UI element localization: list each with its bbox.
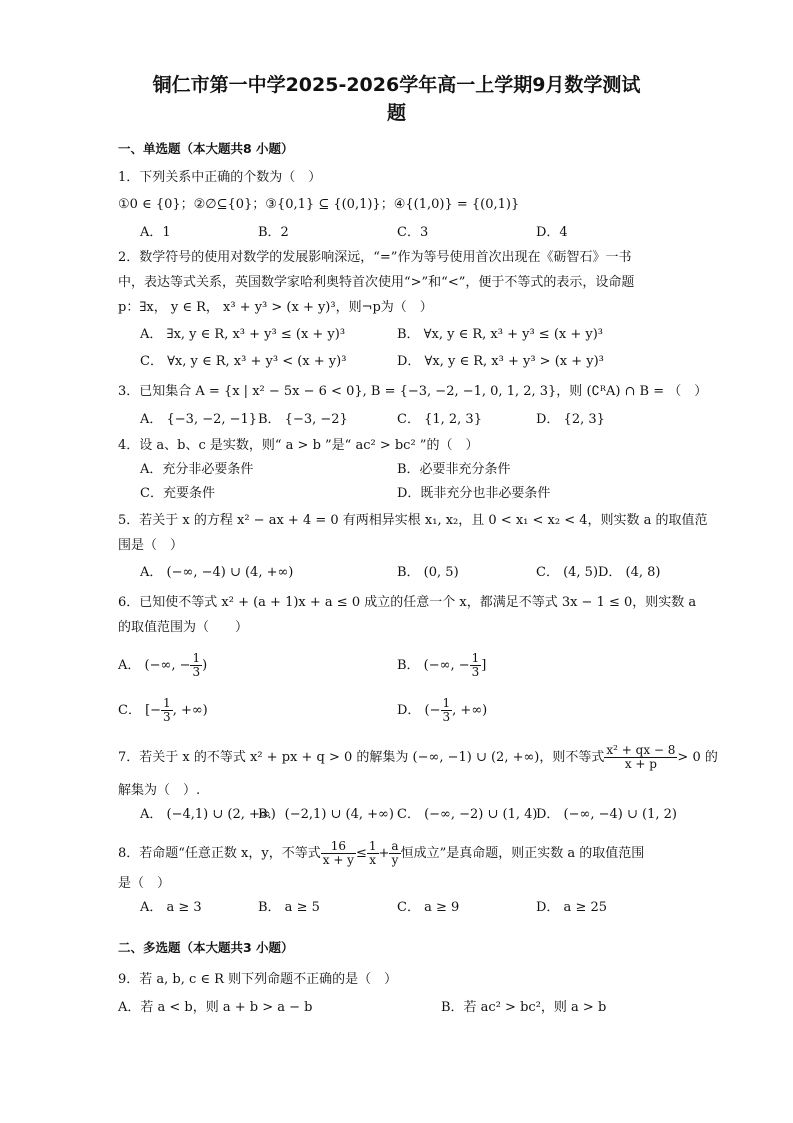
- q3-option-d: D． {2, 3}: [536, 412, 605, 427]
- q3-option-a: A． {−3, −2, −1}: [140, 412, 258, 427]
- fraction-1-over-x: $\frac{1}{x}$: [368, 839, 377, 867]
- q8-option-d: D． a ≥ 25: [536, 900, 608, 915]
- q2-option-b: B． ∀x, y ∈ R, x³ + y³ ≤ (x + y)³: [397, 327, 604, 342]
- q5-option-c: C． (4, 5): [536, 565, 599, 580]
- q7-option-d: D． (−∞, −4) ∪ (1, 2): [536, 807, 677, 822]
- question-5-line2: 围是（ ）: [118, 538, 184, 553]
- question-2-line3: p：∃x， y ∈ R， x³ + y³ > (x + y)³，则¬p为（ ）: [118, 300, 433, 315]
- fraction-a-over-y: $\frac{a}{y}$: [391, 839, 399, 867]
- section-heading-single-choice: 一、单选题（本大题共8 小题）: [118, 141, 294, 156]
- question-7-line2: 解集为（ ）.: [118, 783, 201, 798]
- q8-option-a: A． a ≥ 3: [140, 900, 202, 915]
- fraction-one-third: $\frac{1}{3}$: [442, 696, 451, 724]
- fraction-one-third: $\frac{1}{3}$: [471, 651, 480, 679]
- fraction-one-third: $\frac{1}{3}$: [192, 651, 201, 679]
- q3-option-c: C． {1, 2, 3}: [397, 412, 482, 427]
- question-8-line1: 8．若命题“任意正数 x，y，不等式 $\frac{16}{x + y}$ ≤ $\frac{1}{x}$ + $\frac{a}{y}$ 恒成立”是真命题，则正实数 a 的取值范围: [118, 839, 645, 867]
- q1-option-a: A．1: [140, 225, 171, 240]
- q7-option-b: B． (−2,1) ∪ (4, +∞): [258, 807, 394, 822]
- q6-option-c: C． [− $\frac{1}{3}$ , +∞): [118, 696, 208, 724]
- q3-option-b: B． {−3, −2}: [258, 412, 348, 427]
- q9-option-b: B．若 ac² > bc²，则 a > b: [441, 1000, 607, 1015]
- q4-option-c: C．充要条件: [140, 486, 215, 501]
- q5-option-a: A． (−∞, −4) ∪ (4, +∞): [140, 565, 294, 580]
- question-8-line2: 是（ ）: [118, 876, 171, 891]
- q6-option-b: B． (−∞, − $\frac{1}{3}$ ]: [397, 651, 487, 679]
- q5-option-d: D． (4, 8): [598, 565, 661, 580]
- page-title: 铜仁市第一中学2025-2026学年高一上学期9月数学测试: [152, 74, 641, 96]
- q4-option-d: D．既非充分也非必要条件: [397, 486, 551, 501]
- question-1-stem: 1．下列关系中正确的个数为（ ）: [118, 170, 322, 185]
- question-3-stem: 3．已知集合 A = {x | x² − 5x − 6 < 0}, B = {−3, −2, −1, 0, 1, 2, 3}，则 (∁ᴿA) ∩ B = （ ）: [118, 384, 708, 399]
- question-7-line1: 7．若关于 x 的不等式 x² + px + q > 0 的解集为 (−∞, −1) ∪ (2, +∞)，则不等式 $\frac{\text{x² + qx − 8}}{x + p}$ > 0 的: [118, 743, 718, 771]
- question-5-line1: 5．若关于 x 的方程 x² − ax + 4 = 0 有两相异实根 x₁, x₂，且 0 < x₁ < x₂ < 4，则实数 a 的取值范: [118, 513, 708, 528]
- q1-option-c: C．3: [397, 225, 429, 240]
- section-heading-multiple-choice: 二、多选题（本大题共3 小题）: [118, 940, 294, 955]
- q8-option-b: B． a ≥ 5: [258, 900, 320, 915]
- question-6-line2: 的取值范围为（ ）: [118, 620, 249, 635]
- question-1-items: ①0 ∈ {0}；②∅⊆{0}；③{0,1} ⊆ {(0,1)}；④{(1,0)} = {(0,1)}: [118, 197, 520, 212]
- question-4-stem: 4．设 a、b、c 是实数，则“ a > b ”是“ ac² > bc² ”的（ ）: [118, 438, 479, 453]
- question-2-line2: 中，表达等式关系，英国数学家哈利奥特首次使用“>”和“<”，便于不等式的表示，设命题: [118, 275, 635, 290]
- q4-option-b: B．必要非充分条件: [397, 462, 511, 477]
- q1-option-d: D．4: [536, 225, 568, 240]
- q2-option-a: A． ∃x, y ∈ R, x³ + y³ ≤ (x + y)³: [140, 327, 346, 342]
- question-9-stem: 9．若 a, b, c ∈ R 则下列命题不正确的是（ ）: [118, 972, 398, 987]
- fraction-one-third: $\frac{1}{3}$: [163, 696, 171, 724]
- fraction-inequality: $\frac{\text{x² + qx − 8}}{x + p}$: [606, 743, 676, 771]
- question-6-line1: 6．已知使不等式 x² + (a + 1)x + a ≤ 0 成立的任意一个 x，都满足不等式 3x − 1 ≤ 0，则实数 a: [118, 595, 697, 610]
- q7-option-a: A． (−4,1) ∪ (2, +∞): [140, 807, 276, 822]
- q7-option-c: C． (−∞, −2) ∪ (1, 4): [397, 807, 538, 822]
- fraction-16-over-x-plus-y: $\frac{16}{x + y}$: [322, 839, 354, 867]
- q6-option-d: D． (− $\frac{1}{3}$ , +∞): [397, 696, 488, 724]
- question-2-line1: 2．数学符号的使用对数学的发展影响深远，“=”作为等号使用首次出现在《砺智石》一书: [118, 250, 632, 265]
- q2-option-d: D． ∀x, y ∈ R, x³ + y³ > (x + y)³: [397, 354, 604, 369]
- q2-option-c: C． ∀x, y ∈ R, x³ + y³ < (x + y)³: [140, 354, 347, 369]
- q9-option-a: A．若 a < b，则 a + b > a − b: [118, 1000, 313, 1015]
- page-title-continued: 题: [386, 102, 406, 124]
- q8-option-c: C． a ≥ 9: [397, 900, 460, 915]
- q6-option-a: A． (−∞, − $\frac{1}{3}$ ): [118, 651, 208, 679]
- q4-option-a: A．充分非必要条件: [140, 462, 254, 477]
- q1-option-b: B．2: [258, 225, 289, 240]
- q5-option-b: B． (0, 5): [397, 565, 459, 580]
